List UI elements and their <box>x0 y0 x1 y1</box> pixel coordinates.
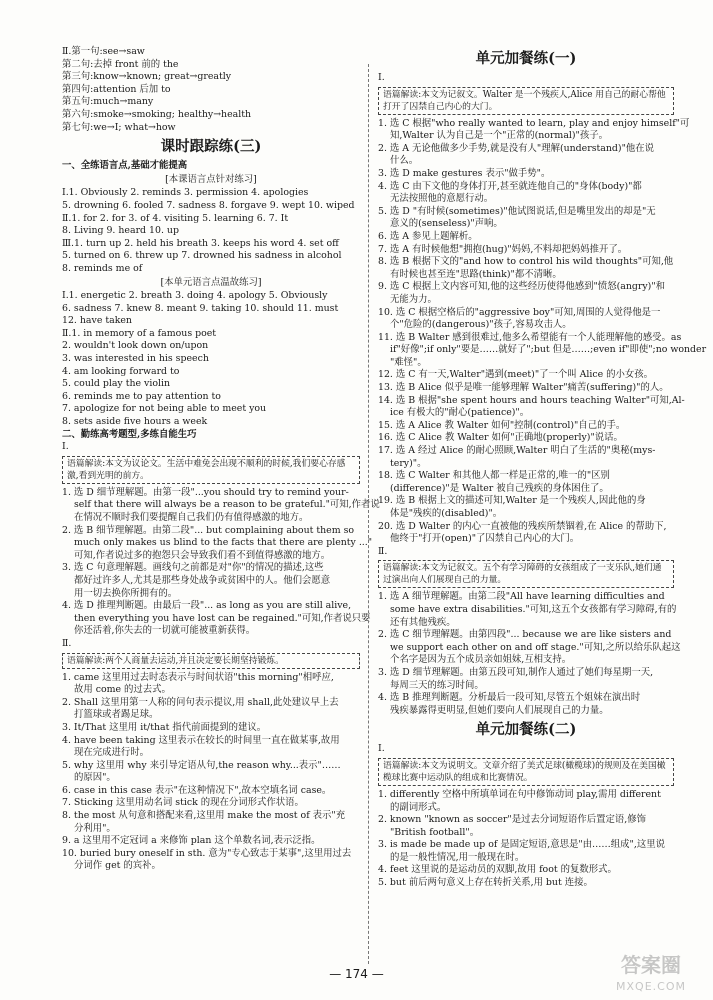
text-line: 4. am looking forward to <box>62 365 180 377</box>
text-line: 6. case in this case 表示"在这种情况下",故本空填名词 case。 <box>62 784 332 796</box>
text-line: 6. 选 A 参见上题解析。 <box>378 230 478 242</box>
left-column <box>62 46 380 873</box>
text-line: 5. turned on 6. threw up 7. drowned his sadness in alcohol <box>62 250 342 262</box>
text-line: 3. is made be made up of 是固定短语,意思是"由……组成",这里说 <box>378 839 665 851</box>
section-title: 单元加餐练(二) <box>475 721 577 739</box>
page-number: — 174 — <box>329 967 384 981</box>
text-line: 5. could play the violin <box>62 378 171 390</box>
text-line-continued: 知,Walter 认为自己是一个"正常的(normal)"孩子。 <box>390 130 608 142</box>
text-line-continued: 都好过许多人,尤其是那些身处战争或贫困中的人。他们会愿意 <box>74 574 331 586</box>
text-line: 1. came 这里用过去时态表示与时间状语"this morning"相呼应, <box>62 671 334 683</box>
text-line: 16. 选 C Alice 教 Walter 如何"正确地(properly)"说话。 <box>378 432 623 444</box>
text-line: 12. 选 C 有一天,Walter"遇到(meet)"了一个叫 Alice 的小女孩。 <box>378 369 654 381</box>
text-line: 2. 选 B 细节理解题。由第二段"... but complaining about them so <box>62 524 355 536</box>
text-line: Ⅰ.1. Obviously 2. reminds 3. permission 4. apologies <box>62 187 309 199</box>
passage-summary-box: 语篇解读:本文为议论文。生活中难免会出现不顺利的时候,我们要心存感激,看到光明的前方。 <box>62 456 360 484</box>
text-line: 7. Sticking 这里用动名词 stick 的现在分词形式作状语。 <box>62 797 304 809</box>
text-line: Ⅱ.1. for 2. for 3. of 4. visiting 5. learning 6. 7. It <box>62 212 289 224</box>
text-line: 8. the most 从句意和搭配来看,这里用 make the most of 表示"充 <box>62 810 346 822</box>
section-title: 课时跟踪练(三) <box>160 138 262 156</box>
text-line-continued: "难怪"。 <box>390 356 427 368</box>
text-line: 12. have taken <box>62 315 132 327</box>
section-heading: 二、勤练高考题型,多练自能生巧 <box>62 428 197 440</box>
text-line-continued: 个"危险的(dangerous)"孩子,容易攻击人。 <box>390 319 572 331</box>
text-line: 第六句:smoke→smoking; healthy→health <box>62 108 252 120</box>
text-line: 2. Shall 这里用第一人称的问句表示提议,用 shall,此处建议早上去 <box>62 696 339 708</box>
text-line: 5. why 这里用 why 来引导定语从句,the reason why...表示"…… <box>62 759 341 771</box>
text-line: 5. 选 D "有时候(sometimes)"他试图说话,但是嘴里发出的却是"无 <box>378 205 656 217</box>
text-line-continued: 残疾暴露得更明显,但她们要向人们展现自己的力量。 <box>390 704 609 716</box>
text-line: Ⅰ.1. energetic 2. breath 3. doing 4. apology 5. Obviously <box>62 290 328 302</box>
subsection-label: [本课语言点针对练习] <box>165 173 257 185</box>
text-line-continued: some have extra disabilities."可知,这五个女孩都有学习障碍,有的 <box>390 603 677 615</box>
text-line: 17. 选 A 经过 Alice 的耐心照顾,Walter 明白了生活的"奥秘(mys- <box>378 445 656 457</box>
passage-summary-box: 语篇解读:两个人商量去运动,并且决定要长期坚持锻炼。 <box>62 653 360 669</box>
right-column <box>378 46 707 890</box>
text-line: 3. 选 C 句意理解题。画线句之前都是对"你"的情况的描述,这些 <box>62 562 324 574</box>
text-line: 4. 选 B 推理判断题。分析最后一段可知,尽管五个姐妹在演出时 <box>378 692 641 704</box>
text-line-continued: 分利用"。 <box>74 822 116 834</box>
text-line-continued: 的原因"。 <box>74 772 116 784</box>
text-line: 第三句:know→known; great→greatly <box>62 71 232 83</box>
text-line-continued: 用一切去换你所拥有的。 <box>74 587 178 599</box>
text-line: 8. 选 B 根据下文的"and how to control his wild thoughts"可知,他 <box>378 256 674 268</box>
text-line: 1. 选 C 根据"who really wanted to learn, play and enjoy himself"可 <box>378 117 690 129</box>
text-line-continued: 无法按照他的意愿行动。 <box>390 193 494 205</box>
text-line-continued: 在情况不顺时我们要提醒自己我们仍有值得感激的地方。 <box>74 512 309 523</box>
text-line-continued: 他终于"打开(open)"了囚禁自己内心的大门。 <box>390 533 580 545</box>
text-line: 3. It/That 这里用 it/that 指代前面提到的建议。 <box>62 721 267 733</box>
text-line: 7. apologize for not being able to meet you <box>62 403 267 415</box>
text-line-continued: much only makes us blind to the facts that there are plenty ..." <box>74 537 373 549</box>
text-line-continued: self that there will always be a reason to be grateful."可知,作者说 <box>74 499 380 511</box>
text-line-continued: if"好像";if only"要是……就好了";but 但是……;even if"即使";no wonder <box>390 344 707 356</box>
text-line: 14. 选 B 根据"she spent hours and hours teaching Walter"可知,Al- <box>378 394 685 406</box>
text-line: 第七句:we→I; what→how <box>62 121 176 133</box>
text-line-continued: 无能为力。 <box>390 293 437 305</box>
text-line: 1. 选 A 细节理解题。由第二段"All have learning difficulties and <box>378 591 665 603</box>
passage-summary-box: 语篇解读:本文为记叙文。五个有学习障碍的女孩组成了一支乐队,她们通过演出向人们展现自己的力量。 <box>378 560 674 588</box>
text-line-continued: 每周三天的练习时间。 <box>390 679 484 691</box>
text-line: 5. but 前后两句意义上存在转折关系,用 but 连接。 <box>378 877 593 889</box>
text-line: 15. 选 A Alice 教 Walter 如何"控制(control)"自己的手。 <box>378 419 626 431</box>
column-divider <box>368 64 369 964</box>
text-line-continued: 分词作 get 的宾补。 <box>74 860 161 872</box>
text-line: 10. buried bury oneself in sth. 意为"专心致志于某事",这里用过去 <box>62 847 352 859</box>
text-line-continued: then everything you have lost can be regained."可知,作者说只要 <box>74 612 371 624</box>
text-line: 2. known "known as soccer"是过去分词短语作后置定语,修饰 <box>378 814 646 826</box>
text-line: 19. 选 B 根据上文的描述可知,Walter 是一个残疾人,因此他的身 <box>378 495 646 507</box>
text-line-continued: 意义的(senseless)"声响。 <box>390 218 503 230</box>
subsection-label: [本单元语言点温故练习] <box>160 276 262 288</box>
text-line: Ⅰ. <box>378 743 385 755</box>
text-line-continued: 你还活着,你失去的一切就可能被重新获得。 <box>74 625 256 637</box>
text-line: Ⅰ. <box>378 72 385 83</box>
text-line: 8. Living 9. heard 10. up <box>62 225 179 237</box>
text-line: 3. was interested in his speech <box>62 353 209 365</box>
watermark-url: MXQE.COM <box>616 980 686 993</box>
text-line: 7. 选 A 有时候他想"拥抱(hug)"妈妈,不料却把妈妈推开了。 <box>378 243 628 255</box>
text-line-continued: 个名字是因为五个成员亲如姐妹,互相支持。 <box>390 654 572 666</box>
text-line: 2. 选 C 细节理解题。由第四段"... because we are like sisters and <box>378 629 672 641</box>
text-line-continued: "British football"。 <box>390 826 480 838</box>
text-line-continued: 可知,作者说过多的抱怨只会导致我们看不到值得感激的地方。 <box>74 549 331 561</box>
text-line: 13. 选 B Alice 似乎是唯一能够理解 Walter"痛苦(suffering)"的人。 <box>378 382 669 394</box>
text-line: 第四句:attention 后加 to <box>62 83 171 95</box>
passage-summary-box: 语篇解读:本文为记叙文。Walter 是一个残疾人,Alice 用自己的耐心帮他打开了囚禁自己内心的大门。 <box>378 87 674 115</box>
text-line-continued: 打篮球或者踢足球。 <box>74 709 159 721</box>
watermark-text: 答案圈 <box>621 953 681 977</box>
passage-summary-box: 语篇解读:本文为说明文。文章介绍了美式足球(橄榄球)的规则及在美国橄榄球比赛中运动队的组成和比赛情况。 <box>378 758 674 786</box>
text-line: Ⅲ.1. turn up 2. held his breath 3. keeps his word 4. set off <box>62 237 339 249</box>
text-line-continued: we support each other on and off stage."可知,之所以给乐队起这 <box>390 641 681 653</box>
text-line: 8. reminds me of <box>62 262 143 274</box>
text-line: 4. 选 D 推理判断题。由最后一段"... as long as you are still alive, <box>62 600 352 612</box>
text-line: 9. 选 C 根据上文内容可知,他的这些经历使得他感到"愤怒(angry)"和 <box>378 281 666 293</box>
text-line: Ⅰ. <box>62 441 69 453</box>
text-line: 第五句:much→many <box>62 96 154 108</box>
text-line-continued: 故用 come 的过去式。 <box>74 684 171 696</box>
text-line: 10. 选 C 根据空格后的"aggressive boy"可知,周围的人觉得他是一 <box>378 306 661 318</box>
text-line: Ⅱ. <box>378 545 388 557</box>
text-line: 1. differently 空格中所填单词在句中修饰动词 play,需用 different <box>378 788 661 800</box>
text-line: 2. wouldn't look down on/upon <box>62 340 209 352</box>
text-line-continued: 还有其他残疾。 <box>390 616 456 628</box>
section-heading: 一、全练语言点,基础才能提高 <box>62 160 188 172</box>
text-line: 4. have been taking 这里表示在较长的时间里一直在做某事,故用 <box>62 734 340 746</box>
watermark-logo <box>595 948 707 996</box>
text-line: Ⅱ.1. in memory of a famous poet <box>62 327 217 339</box>
text-line-continued: 的副词形式。 <box>390 801 447 813</box>
text-line: 1. 选 D 细节理解题。由第一段"...you should try to remind your- <box>62 486 349 498</box>
text-line-continued: (difference)"是 Walter 被自己残疾的身体困住了。 <box>390 482 609 494</box>
text-line-continued: 的是一般性情况,用一般现在时。 <box>390 851 525 863</box>
text-line: 6. reminds me to pay attention to <box>62 390 221 402</box>
text-line: 2. 选 A 无论他做多少手势,就是没有人"理解(understand)"他在说 <box>378 142 655 154</box>
text-line: 3. 选 D make gestures 表示"做手势"。 <box>378 167 551 179</box>
text-line-continued: tery)"。 <box>390 457 427 469</box>
text-line-continued: ice 有极大的"耐心(patience)"。 <box>390 407 530 419</box>
text-line: 第二句:去掉 front 前的 the <box>62 58 179 70</box>
section-title: 单元加餐练(一) <box>475 50 577 67</box>
text-line-continued: 体是"残疾的(disabled)"。 <box>390 508 503 519</box>
text-line-continued: 什么。 <box>390 155 419 167</box>
text-line: 8. sets aside five hours a week <box>62 416 208 428</box>
text-line: 11. 选 B Walter 感到很难过,他多么希望能有一个人能理解他的感受。as <box>378 331 682 343</box>
text-line: 4. feet 这里说的是运动员的双脚,故用 foot 的复数形式。 <box>378 864 617 876</box>
text-line: Ⅱ. <box>62 637 72 649</box>
text-line: 4. 选 C 由下文他的身体打开,甚至就连他自己的"身体(body)"都 <box>378 180 642 192</box>
text-line: 5. drowning 6. fooled 7. sadness 8. forgave 9. wept 10. wiped <box>62 199 355 211</box>
text-line: Ⅱ.第一句:see→saw <box>62 46 145 57</box>
text-line: 18. 选 C Walter 和其他人都一样是正常的,唯一的"区别 <box>378 470 610 482</box>
text-line: 3. 选 D 细节理解题。由第五段可知,制作人通过了她们每星期一天, <box>378 666 654 678</box>
text-line: 9. a 这里用不定冠词 a 来修饰 plan 这个单数名词,表示泛指。 <box>62 835 321 847</box>
text-line: 6. sadness 7. knew 8. meant 9. taking 10. should 11. must <box>62 302 339 314</box>
text-line: 20. 选 D Walter 的内心一直被他的残疾所禁锢着,在 Alice 的帮助下, <box>378 520 667 532</box>
text-line-continued: 现在完成进行时。 <box>74 747 150 759</box>
text-line-continued: 有时候也甚至连"思路(think)"都不清晰。 <box>390 268 562 280</box>
